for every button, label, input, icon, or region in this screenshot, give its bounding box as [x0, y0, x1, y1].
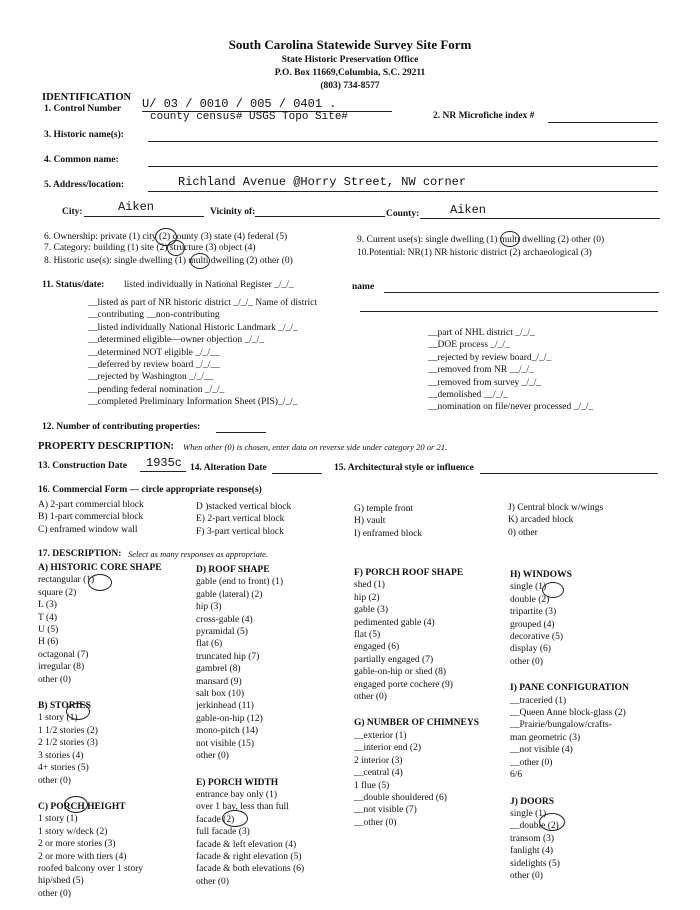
status-option: __pending federal nomination _/_/_: [88, 384, 225, 395]
description-option: fanlight (4): [510, 846, 554, 857]
office-name: State Historic Preservation Office: [281, 55, 419, 65]
construction-date-value[interactable]: 1935c: [146, 456, 183, 470]
commercial-option: F) 3-part vertical block: [196, 526, 284, 537]
ownership-line: 6. Ownership: private (1) city (2) county (3) state (4) federal (5): [44, 232, 288, 242]
contributing-properties-label: 12. Number of contributing properties:: [42, 422, 201, 432]
description-option: flat (6): [196, 639, 223, 650]
description-option: single (1): [510, 582, 547, 593]
circle-facade: [222, 810, 248, 827]
description-option: pedimented gable (4): [354, 617, 435, 628]
description-option: 1 story (1): [38, 814, 78, 825]
architectural-style-label: 15. Architectural style or influence: [334, 463, 474, 473]
commercial-option: G) temple front: [354, 504, 414, 514]
status-name-label: name: [352, 282, 375, 292]
address-value[interactable]: Richland Avenue @Horry Street, NW corner: [178, 175, 467, 189]
identification-heading: IDENTIFICATION: [42, 92, 132, 103]
description-option: not visible (15): [196, 738, 255, 749]
description-option: 2 or more with tiers (4): [38, 851, 127, 862]
description-option: gable-on-hip (12): [196, 713, 263, 724]
current-use-line: 9. Current use(s): single dwelling (1) multi dwelling (2) other (0): [357, 235, 605, 245]
description-option: engaged (6): [354, 642, 400, 653]
description-option: __central (4): [354, 768, 403, 779]
description-option: 1 flue (5): [354, 780, 390, 791]
description-col-3: [354, 567, 479, 829]
city-label: City:: [62, 207, 83, 217]
commercial-col-2: [196, 501, 291, 538]
commercial-form-label: 16. Commercial Form — circle appropriate response(s): [38, 485, 262, 495]
description-option: 2 interior (3): [354, 755, 403, 766]
description-option: facade & both elevations (6): [196, 864, 305, 875]
potential-line: 10.Potential: NR(1) NR historic district (2) archaeological (3): [357, 248, 592, 258]
description-option: partially engaged (7): [354, 654, 434, 665]
status-option: __part of NHL district _/_/_: [428, 328, 535, 338]
description-option: gambrel (8): [196, 664, 241, 675]
commercial-option: B) 1-part commercial block: [38, 512, 144, 523]
vicinity-label: Vicinity of:: [210, 207, 256, 217]
historic-use-line: 8. Historic use(s): single dwelling (1) multi dwelling (2) other (0): [44, 256, 293, 266]
commercial-option: H) vault: [354, 516, 386, 527]
historic-name-label: 3. Historic name(s):: [44, 130, 124, 140]
description-option: __traceried (1): [510, 695, 567, 706]
commercial-col-1: [38, 499, 144, 536]
description-option: entrance bay only (1): [196, 789, 277, 800]
description-col-1: [38, 562, 162, 900]
description-option: other (0): [38, 888, 71, 899]
status-option: __rejected by review board_/_/_: [428, 352, 552, 363]
description-option: gable (lateral) (2): [196, 589, 263, 600]
description-option: shed (1): [354, 580, 385, 591]
office-address: P.O. Box 11669,Columbia, S.C. 29211: [274, 68, 426, 78]
status-option: __completed Preliminary Information Sheet (PIS)_/_/_: [88, 397, 298, 408]
description-option: salt box (10): [196, 689, 245, 700]
description-option: display (6): [510, 644, 551, 655]
commercial-option: A) 2-part commercial block: [38, 500, 144, 510]
control-number-value[interactable]: U/ 03 / 0010 / 005 / 0401 .: [142, 97, 337, 111]
description-section-heading: A) HISTORIC CORE SHAPE: [38, 563, 162, 573]
description-option: transom (3): [510, 833, 555, 844]
microfiche-label: 2. NR Microfiche index #: [433, 111, 535, 121]
description-option: __Queen Anne block-glass (2): [510, 708, 626, 719]
description-option: man geometric (3): [510, 732, 581, 743]
circle-rectangular: [88, 574, 112, 591]
description-section-heading: F) PORCH ROOF SHAPE: [354, 568, 464, 578]
status-option: __deferred by review board _/_/__: [88, 360, 220, 371]
description-option: cross-gable (4): [196, 614, 253, 625]
status-right-list: [428, 327, 593, 414]
description-option: __other (0): [510, 757, 553, 768]
description-option: hip/shed (5): [38, 876, 84, 887]
commercial-col-3: [354, 503, 422, 540]
description-option: engaged porte cochere (9): [354, 679, 453, 690]
description-section-heading: G) NUMBER OF CHIMNEYS: [354, 718, 479, 729]
description-option: flat (5): [354, 630, 381, 641]
description-section-heading: I) PANE CONFIGURATION: [510, 683, 629, 694]
description-col-4: [510, 569, 629, 882]
control-number-label: 1. Control Number: [44, 104, 122, 114]
alteration-date-label: 14. Alteration Date: [190, 463, 267, 473]
office-phone: (803) 734-8577: [320, 81, 380, 91]
control-number-sub: county census# USGS Topo Site#: [150, 111, 349, 123]
description-option: 3 stories (4): [38, 750, 84, 761]
description-option: __interior end (2): [354, 743, 422, 754]
description-option: other (0): [354, 692, 387, 703]
status-option: __nomination on file/never processed _/_/_: [428, 402, 594, 413]
commercial-option: E) 2-part vertical block: [196, 514, 285, 525]
description-option: pyramidal (5): [196, 627, 248, 638]
description-option: 1 story w/deck (2): [38, 826, 108, 837]
city-value[interactable]: Aiken: [118, 200, 155, 214]
category-circle: [167, 240, 185, 256]
description-option: other (0): [510, 656, 543, 667]
description-option: L (3): [38, 600, 57, 611]
description-section-heading: E) PORCH WIDTH: [196, 777, 279, 788]
current-use-circle: [500, 231, 520, 247]
property-description-note: When other (0) is chosen, enter data on reverse side under category 20 or 21.: [183, 442, 448, 452]
construction-date-label: 13. Construction Date: [38, 461, 127, 471]
description-option: full facade (3): [196, 827, 250, 838]
description-option: __not visible (7): [354, 805, 417, 816]
description-option: 1 story (1): [38, 713, 78, 724]
status-left-list: [88, 297, 317, 409]
status-option: __removed from survey _/_/_: [428, 377, 542, 388]
commercial-option: I) enframed block: [354, 528, 423, 539]
commercial-col-4: [508, 502, 603, 539]
description-option: decorative (5): [510, 632, 564, 643]
status-option: __determined eligible—owner objection _/_/_: [88, 335, 264, 346]
commercial-option: C) enframed window wall: [38, 524, 138, 535]
circle-1-story: [66, 703, 90, 720]
description-option: mansard (9): [196, 676, 242, 687]
status-option: __removed from NR __/_/_: [428, 365, 534, 376]
description-option: facade & right elevation (5): [196, 851, 302, 862]
status-option: __rejected by Washington _/_/__: [88, 372, 214, 383]
status-option: __listed as part of NR historic district _/_/_ Name of district: [88, 298, 318, 308]
description-option: single (1): [510, 808, 547, 819]
common-name-label: 4. Common name:: [44, 155, 119, 165]
commercial-option: D )stacked vertical block: [196, 502, 292, 512]
description-option: T (4): [38, 612, 58, 623]
description-note: Select as many responses as appropriate.: [128, 549, 269, 559]
description-option: jerkinhead (11): [196, 701, 254, 712]
description-option: 2 1/2 stories (3): [38, 738, 98, 749]
description-section-heading: B) STORIES: [38, 701, 91, 712]
description-option: __double shouldered (6): [354, 792, 447, 803]
description-option: other (0): [196, 876, 229, 887]
description-option: __exterior (1): [354, 730, 407, 741]
description-option: 2 or more stories (3): [38, 839, 116, 850]
description-option: octagonal (7): [38, 649, 89, 660]
description-option: 4+ stories (5): [38, 763, 89, 774]
description-option: gable-on-hip or shed (8): [354, 667, 447, 678]
description-option: grouped (4): [510, 619, 555, 630]
description-option: gable (end to front) (1): [196, 577, 284, 588]
description-option: hip (2): [354, 592, 380, 603]
historic-use-circle: [190, 253, 210, 269]
status-label: 11. Status/date:: [42, 280, 105, 290]
description-option: U (5): [38, 625, 59, 636]
county-label: County:: [386, 209, 420, 219]
description-option: facade (2): [196, 814, 235, 825]
description-section-heading: C) PORCH HEIGHT: [38, 801, 126, 812]
status-option: __DOE process _/_/_: [428, 340, 510, 351]
description-option: mono-pitch (14): [196, 726, 259, 737]
commercial-option: J) Central block w/wings: [508, 503, 604, 513]
category-line: 7. Category: building (1) site (2) structure (3) object (4): [44, 243, 256, 253]
description-option: gable (3): [354, 605, 389, 616]
description-option: roofed balcony over 1 story: [38, 863, 143, 874]
description-option: hip (3): [196, 602, 222, 613]
description-option: sidelights (5): [510, 858, 560, 869]
form-title: South Carolina Statewide Survey Site Form: [228, 37, 472, 52]
status-option: __contributing __non-contributing: [88, 310, 220, 321]
description-option: square (2): [38, 587, 77, 598]
description-section-heading: H) WINDOWS: [510, 570, 572, 580]
description-col-2: [196, 564, 304, 888]
description-option: __double (2): [510, 821, 559, 832]
description-option: __other (0): [354, 817, 397, 828]
description-option: over 1 bay, less than full: [196, 802, 289, 813]
status-option: __determined NOT eligible _/_/__: [88, 347, 220, 358]
description-section-heading: D) ROOF SHAPE: [196, 565, 270, 575]
commercial-option: K) arcaded block: [508, 515, 574, 526]
county-value[interactable]: Aiken: [450, 203, 487, 217]
description-option: double (2): [510, 594, 550, 605]
description-label: 17. DESCRIPTION:: [38, 549, 122, 559]
description-option: facade & left elevation (4): [196, 839, 297, 850]
description-option: truncated hip (7): [196, 651, 260, 662]
commercial-option: 0) other: [508, 527, 538, 538]
description-option: tripartite (3): [510, 607, 557, 618]
description-option: irregular (8): [38, 662, 85, 673]
circle-window-single: [542, 582, 564, 598]
description-section-heading: J) DOORS: [510, 796, 555, 807]
description-option: other (0): [38, 674, 71, 685]
description-option: other (0): [38, 775, 71, 786]
description-option: 1 1/2 stories (2): [38, 725, 98, 736]
description-option: 6/6: [510, 770, 523, 781]
description-option: other (0): [510, 870, 543, 881]
description-option: rectangular (1): [38, 575, 95, 586]
description-option: H (6): [38, 637, 59, 648]
status-listed-nr: listed individually in National Register _/_/_: [124, 280, 294, 290]
status-option: __listed individually National Historic Landmark _/_/_: [88, 322, 298, 333]
description-option: __Prairie/bungalow/crafts-: [510, 720, 612, 731]
address-label: 5. Address/location:: [44, 180, 125, 190]
property-description-heading: PROPERTY DESCRIPTION:: [38, 441, 175, 452]
circle-porch-1-story: [64, 796, 88, 813]
status-option: __demolished __/_/_: [428, 390, 508, 401]
description-option: __not visible (4): [510, 745, 573, 756]
description-option: other (0): [196, 751, 229, 762]
circle-door-single: [539, 813, 565, 831]
